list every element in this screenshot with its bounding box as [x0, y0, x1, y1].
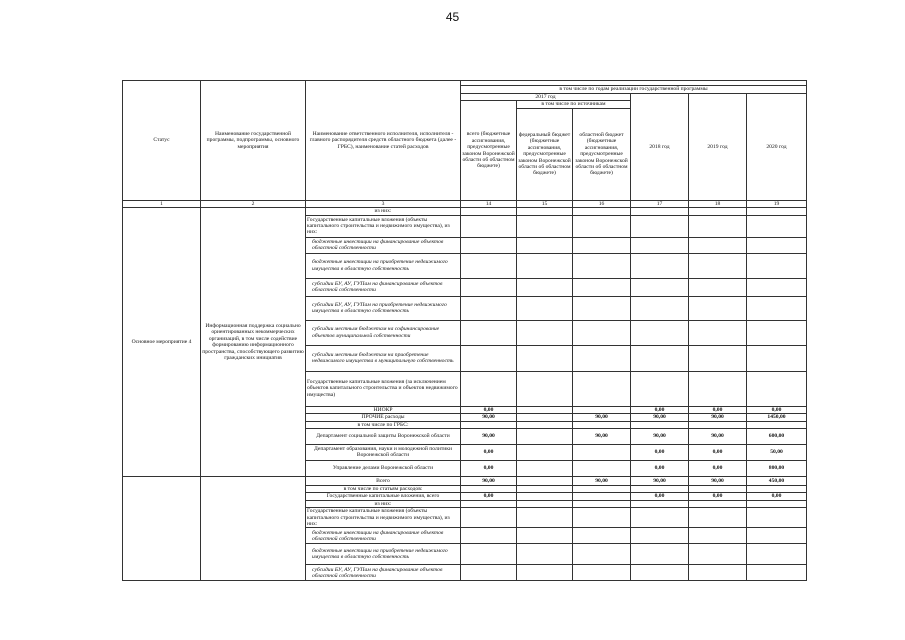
value-cell [689, 320, 747, 345]
value-cell [573, 371, 631, 406]
value-cell [517, 444, 573, 460]
column-number: 14 [461, 200, 517, 207]
value-cell [461, 345, 517, 371]
value-cell: 0,00 [461, 460, 517, 476]
value-cell [689, 500, 747, 507]
value-cell: 1450,00 [747, 414, 807, 421]
value-cell [461, 565, 517, 581]
regional-col-header: областной бюджет (бюджетные ассигнования, предусмотренные законом Воронежской области об областном бюджете) [573, 108, 631, 200]
expense-item-label: НИОКР [306, 406, 461, 413]
value-cell [573, 253, 631, 278]
expense-item-label: Государственные капитальные вложения, всего [306, 493, 461, 500]
expense-item-label: бюджетные инвестиции на приобретение недвижимого имущества в областную собственность [306, 544, 461, 565]
value-cell [689, 296, 747, 320]
table-row [123, 476, 807, 485]
value-cell [689, 208, 747, 215]
value-cell [689, 508, 747, 528]
value-cell [517, 320, 573, 345]
value-cell [689, 237, 747, 253]
value-cell: 90,00 [631, 476, 689, 485]
value-cell: 0,00 [689, 460, 747, 476]
value-cell [573, 208, 631, 215]
program-name-cell [201, 476, 306, 581]
value-cell: 90,00 [461, 476, 517, 485]
year-2020-header: 2020 год [747, 94, 807, 201]
expense-item-label: Государственные капитальные вложения (объекты капитального строительства и недвижимого имущества), из них: [306, 508, 461, 528]
value-cell [517, 428, 573, 444]
value-cell [461, 215, 517, 237]
value-cell [573, 421, 631, 428]
value-cell [573, 296, 631, 320]
value-cell: 0,00 [631, 460, 689, 476]
value-cell [573, 345, 631, 371]
expense-item-label: субсидии БУ, АУ, ГУПам на финансирование объектов областной собственности [306, 565, 461, 581]
value-cell [631, 296, 689, 320]
value-cell [517, 485, 573, 492]
value-cell [631, 485, 689, 492]
value-cell [461, 500, 517, 507]
column-number: 18 [689, 200, 747, 207]
value-cell [689, 253, 747, 278]
federal-col-header: федеральный бюджет (бюджетные ассигнования, предусмотренные законом Воронежской области об областном бюджете) [517, 108, 573, 200]
value-cell: 0,00 [631, 406, 689, 413]
value-cell [747, 278, 807, 296]
value-cell [517, 215, 573, 237]
value-cell: 90,00 [689, 476, 747, 485]
column-numbers-row [123, 200, 807, 207]
expense-item-label: из них: [306, 208, 461, 215]
value-cell [461, 508, 517, 528]
value-cell [631, 565, 689, 581]
value-cell: 0,00 [631, 444, 689, 460]
value-cell [573, 508, 631, 528]
value-cell [461, 528, 517, 544]
page-number: 45 [445, 10, 460, 24]
value-cell [631, 508, 689, 528]
executor-header: Наименование ответственного исполнителя, исполнителя - главного распорядителя средств областного бюджета (далее - ГРБС), наименование статей расходов [306, 81, 461, 201]
value-cell [631, 371, 689, 406]
expense-item-label: бюджетные инвестиции на финансирование объектов областной собственности [306, 237, 461, 253]
expense-item-label: субсидии БУ, АУ, ГУПам на финансирование объектов областной собственности [306, 278, 461, 296]
value-cell [747, 528, 807, 544]
value-cell: 600,00 [747, 428, 807, 444]
value-cell [461, 320, 517, 345]
status-header: Статус [123, 81, 201, 201]
value-cell [689, 485, 747, 492]
value-cell [747, 237, 807, 253]
value-cell [689, 278, 747, 296]
expense-item-label: в том числе по статьям расходов: [306, 485, 461, 492]
expense-item-label: в том числе по ГРБС: [306, 421, 461, 428]
value-cell [461, 278, 517, 296]
value-cell: 90,00 [573, 476, 631, 485]
value-cell: 90,00 [631, 414, 689, 421]
value-cell: 90,00 [631, 428, 689, 444]
expense-item-label: Всего [306, 476, 461, 485]
expense-item-label: Департамент образования, науки и молодежной политики Воронежской области [306, 444, 461, 460]
value-cell [573, 500, 631, 507]
expense-item-label: Департамент социальной защиты Воронежской области [306, 428, 461, 444]
value-cell [517, 476, 573, 485]
value-cell: 0,00 [461, 406, 517, 413]
value-cell [517, 371, 573, 406]
value-cell [517, 253, 573, 278]
value-cell [573, 237, 631, 253]
expense-item-label: бюджетные инвестиции на финансирование объектов областной собственности [306, 528, 461, 544]
value-cell [747, 371, 807, 406]
value-cell: 90,00 [461, 428, 517, 444]
value-cell [461, 237, 517, 253]
expense-item-label: субсидии местным бюджетам на приобретение недвижимого имущества в муниципальную собственность [306, 345, 461, 371]
column-number: 3 [306, 200, 461, 207]
value-cell [573, 565, 631, 581]
value-cell [461, 421, 517, 428]
value-cell: 0,00 [747, 406, 807, 413]
value-cell [631, 278, 689, 296]
value-cell [517, 421, 573, 428]
column-number: 2 [201, 200, 306, 207]
column-number: 19 [747, 200, 807, 207]
value-cell: 90,00 [689, 428, 747, 444]
value-cell [517, 208, 573, 215]
value-cell [747, 253, 807, 278]
status-cell [123, 476, 201, 581]
table-row [123, 208, 807, 215]
expense-item-label: Государственные капитальные вложения (за исключением объектов капитального строительства и объектов недвижимого имущества) [306, 371, 461, 406]
value-cell [517, 296, 573, 320]
value-cell [517, 565, 573, 581]
value-cell [517, 345, 573, 371]
value-cell [747, 208, 807, 215]
total-col-header: всего (бюджетные ассигнования, предусмотренные законом Воронежской области об областном бюджете) [461, 101, 517, 200]
value-cell [689, 528, 747, 544]
value-cell: 90,00 [573, 428, 631, 444]
value-cell [631, 320, 689, 345]
value-cell: 50,00 [747, 444, 807, 460]
column-number: 16 [573, 200, 631, 207]
value-cell [573, 215, 631, 237]
value-cell [573, 493, 631, 500]
value-cell: 90,00 [573, 414, 631, 421]
value-cell [573, 528, 631, 544]
value-cell [689, 565, 747, 581]
value-cell [517, 237, 573, 253]
value-cell [631, 528, 689, 544]
column-number: 17 [631, 200, 689, 207]
value-cell [689, 371, 747, 406]
value-cell [573, 460, 631, 476]
value-cell [461, 371, 517, 406]
value-cell [747, 421, 807, 428]
value-cell: 0,00 [689, 444, 747, 460]
expense-item-label: бюджетные инвестиции на приобретение недвижимого имущества в областную собственность [306, 253, 461, 278]
year-2019-header: 2019 год [689, 94, 747, 201]
value-cell [631, 253, 689, 278]
value-cell [517, 278, 573, 296]
program-name-header: Наименование государственной программы, подпрограммы, основного мероприятия [201, 81, 306, 201]
year-2017-header: 2017 год [461, 94, 631, 101]
value-cell [631, 544, 689, 565]
value-cell [689, 544, 747, 565]
value-cell [517, 414, 573, 421]
expense-item-label: из них: [306, 500, 461, 507]
value-cell [461, 485, 517, 492]
value-cell [631, 237, 689, 253]
value-cell [517, 544, 573, 565]
value-cell [573, 444, 631, 460]
column-number: 15 [517, 200, 573, 207]
value-cell: 0,00 [461, 444, 517, 460]
value-cell [631, 421, 689, 428]
expense-item-label: субсидии местным бюджетам на софинансирование объектов муниципальной собственности [306, 320, 461, 345]
value-cell [747, 345, 807, 371]
column-number: 1 [123, 200, 201, 207]
value-cell [573, 278, 631, 296]
value-cell [573, 320, 631, 345]
value-cell [747, 320, 807, 345]
value-cell [517, 460, 573, 476]
value-cell [631, 345, 689, 371]
value-cell [747, 500, 807, 507]
expense-item-label: Управление делами Воронежской области [306, 460, 461, 476]
value-cell [747, 565, 807, 581]
value-cell: 0,00 [689, 406, 747, 413]
value-cell [689, 215, 747, 237]
value-cell [747, 485, 807, 492]
value-cell [631, 208, 689, 215]
expense-item-label: ПРОЧИЕ расходы [306, 414, 461, 421]
value-cell [631, 215, 689, 237]
value-cell [517, 508, 573, 528]
value-cell [631, 500, 689, 507]
value-cell [747, 544, 807, 565]
value-cell [517, 528, 573, 544]
value-cell [517, 406, 573, 413]
value-cell: 90,00 [689, 414, 747, 421]
value-cell [689, 345, 747, 371]
value-cell: 90,00 [461, 414, 517, 421]
by-years-header: в том числе по годам реализации государственной программы [461, 86, 807, 94]
value-cell [689, 421, 747, 428]
value-cell [747, 296, 807, 320]
value-cell: 450,00 [747, 476, 807, 485]
budget-table [122, 80, 807, 581]
value-cell [573, 544, 631, 565]
year-2018-header: 2018 год [631, 94, 689, 201]
value-cell: 0,00 [689, 493, 747, 500]
value-cell [461, 296, 517, 320]
value-cell [517, 493, 573, 500]
value-cell [573, 406, 631, 413]
value-cell [461, 208, 517, 215]
value-cell [461, 544, 517, 565]
value-cell [517, 500, 573, 507]
expense-item-label: субсидии БУ, АУ, ГУПам на приобретение недвижимого имущества в областную собственность [306, 296, 461, 320]
value-cell [461, 253, 517, 278]
value-cell [747, 215, 807, 237]
expense-item-label: Государственные капитальные вложения (объекты капитального строительства и недвижимого имущества), из них: [306, 215, 461, 237]
value-cell: 0,00 [631, 493, 689, 500]
value-cell: 0,00 [747, 493, 807, 500]
status-cell: Основное мероприятие 4 [123, 208, 201, 477]
program-name-cell: Информационная поддержка социально ориентированных некоммерческих организаций, в том числе содействие формированию информационного пространства, способствующего развитию гражданских инициатив [201, 208, 306, 477]
value-cell: 800,00 [747, 460, 807, 476]
value-cell [747, 508, 807, 528]
value-cell: 0,00 [461, 493, 517, 500]
by-sources-header: в том числе по источникам [517, 101, 631, 108]
value-cell [573, 485, 631, 492]
